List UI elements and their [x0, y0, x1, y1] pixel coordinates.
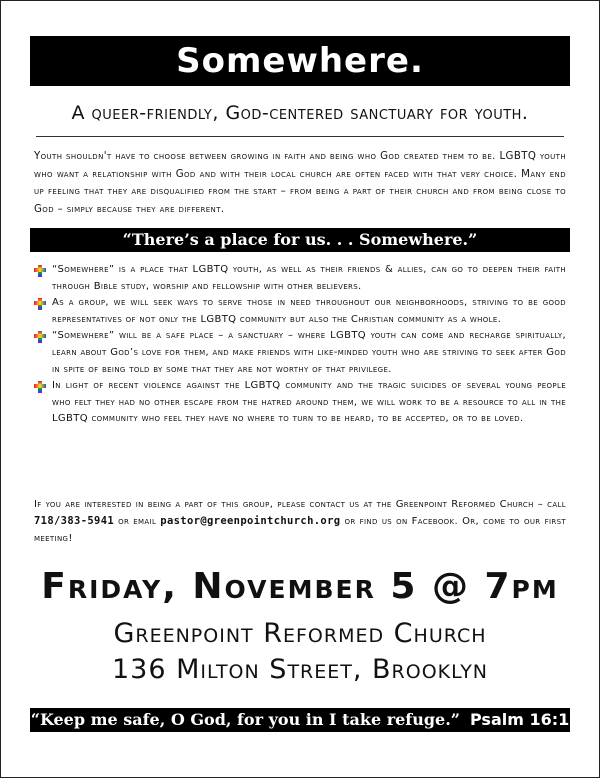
rainbow-cross-icon [34, 298, 46, 310]
title-banner [30, 36, 570, 86]
intro-paragraph: Youth shouldn't have to choose between growing in faith and being who God created them to be. LGBTQ youth who want a relationship with God and with their local church are often faced with that very choice. Many end up feeling that they are disqualified from the start – from being a part of their church and from being close to God – simply because they are different. [34, 151, 566, 215]
list-item [34, 328, 566, 378]
bullet-text: As a group, we will seek ways to serve those in need throughout our neighborhoods, striving to be good representatives of not only the LGBTQ community but also the Christian community as a whole. [52, 297, 566, 325]
contact-text: If you are interested in being a part of this group, please contact us at the Greenpoint Reformed Church – call [34, 499, 566, 510]
list-item [34, 295, 566, 328]
rainbow-cross-icon [34, 381, 46, 393]
bullet-list [34, 262, 566, 428]
bullet-text: “Somewhere” is a place that LGBTQ youth, as well as their friends & allies, can go to deepen their faith through Bible study, worship and fellowship with other believers. [52, 264, 566, 292]
bullet-text: In light of recent violence against the LGBTQ community and the tragic suicides of several young people who felt they had no other escape from the hatred around them, we will work to be a resource to all in the LGBTQ community who feel they have no where to turn to be heard, to be accepted, or to be loved. [52, 380, 566, 425]
email-address: pastor@greenpointchurch.org [160, 515, 341, 527]
quote-text: “There’s a place for us. . . Somewhere.” [122, 230, 478, 249]
event-date: Friday, November 5 @ 7pm [41, 566, 559, 607]
list-item [34, 262, 566, 295]
contact-paragraph [34, 496, 566, 547]
event-address: 136 Milton Street, Brooklyn [111, 654, 489, 685]
divider [36, 136, 564, 137]
verse-reference: Psalm 16:1 [469, 710, 570, 729]
page-title: Somewhere. [176, 41, 424, 81]
verse-banner [30, 708, 570, 732]
bullet-text: “Somewhere” will be a safe place – a sanctuary – where LGBTQ youth can come and recharge spiritually, learn about God’s love for them, and make friends with like-minded youth who are striving to seek after God in spite of being told by some that they are not worthy of that privilege. [52, 330, 566, 375]
list-item [34, 378, 566, 428]
tagline: A queer-friendly, God-centered sanctuary for youth. [71, 102, 529, 124]
verse-text: “Keep me safe, O God, for you in I take refuge.” [30, 710, 460, 729]
quote-banner [30, 228, 570, 252]
rainbow-cross-icon [34, 265, 46, 277]
rainbow-cross-icon [34, 331, 46, 343]
phone-number: 718/383-5941 [34, 515, 115, 527]
event-place: Greenpoint Reformed Church [113, 618, 487, 649]
contact-text: or find us on Facebook. Or, come to our first meeting! [34, 516, 567, 544]
contact-text: or email [114, 516, 161, 527]
